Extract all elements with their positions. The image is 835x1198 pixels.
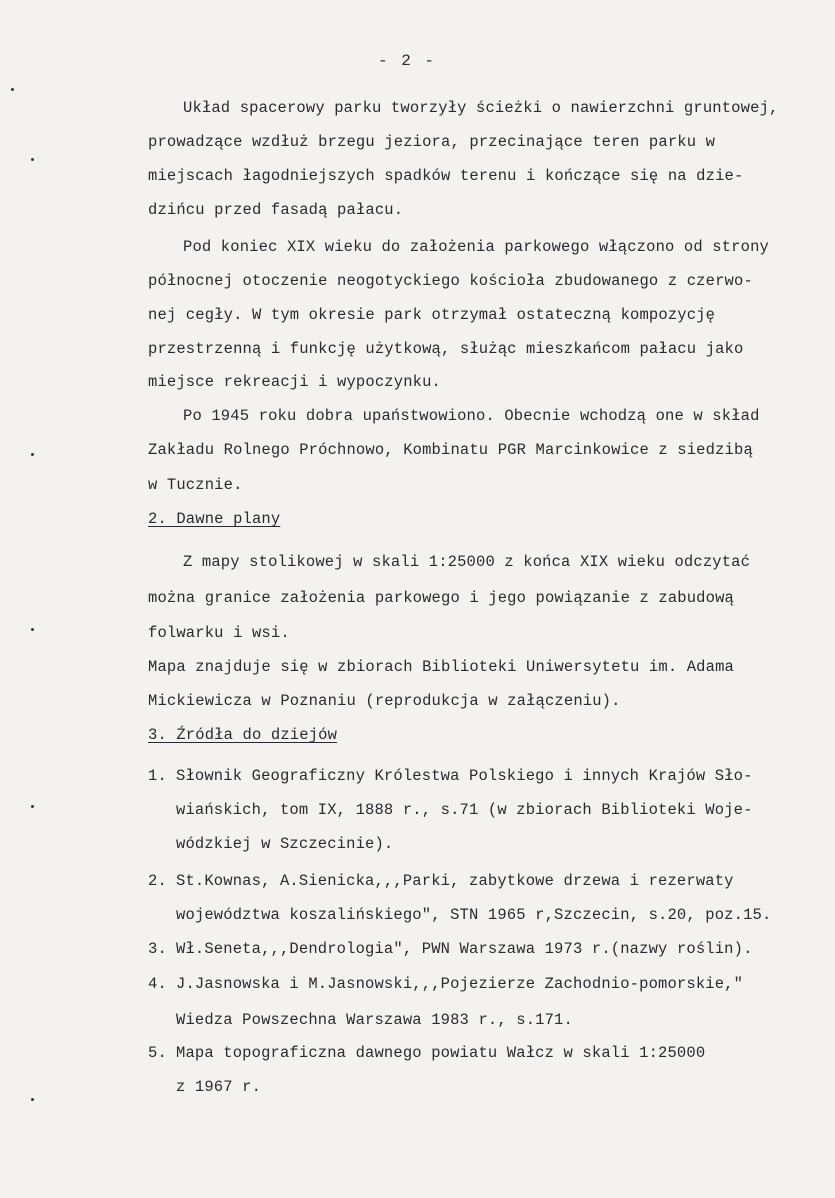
list-item-line: Wł.Seneta,,,Dendrologia", PWN Warszawa 1973 r.(nazwy roślin).: [176, 940, 753, 958]
list-item-line: Słownik Geograficzny Królestwa Polskiego i innych Krajów Sło-: [176, 767, 753, 785]
paragraph-line: prowadzące wzdłuż brzegu jeziora, przecinające teren parku w: [148, 133, 716, 151]
margin-mark: [31, 1098, 34, 1101]
list-item-line: Wiedza Powszechna Warszawa 1983 r., s.171.: [176, 1011, 573, 1029]
list-item-line: St.Kownas, A.Sienicka,,,Parki, zabytkowe drzewa i rezerwaty: [176, 872, 734, 890]
paragraph-line: Po 1945 roku dobra upaństwowiono. Obecnie wchodzą one w skład: [183, 407, 760, 425]
paragraph-line: przestrzenną i funkcję użytkową, służąc mieszkańcom pałacu jako: [148, 340, 744, 358]
list-item-line: wódzkiej w Szczecinie).: [176, 835, 394, 853]
margin-mark: [31, 628, 34, 631]
margin-mark: [31, 805, 34, 808]
paragraph-line: Pod koniec XIX wieku do założenia parkowego włączono od strony: [183, 238, 769, 256]
list-item-number: 1.: [148, 767, 167, 785]
section-heading: 2. Dawne plany: [148, 510, 281, 528]
list-item-number: 2.: [148, 872, 167, 890]
list-item-line: J.Jasnowska i M.Jasnowski,,,Pojezierze Zachodnio-pomorskie,": [176, 975, 744, 993]
paragraph-line: dzińcu przed fasadą pałacu.: [148, 201, 404, 219]
paragraph-line: można granice założenia parkowego i jego powiązanie z zabudową: [148, 589, 734, 607]
paragraph-line: nej cegły. W tym okresie park otrzymał ostateczną kompozycję: [148, 306, 716, 324]
margin-mark: [31, 453, 34, 456]
list-item-line: Mapa topograficzna dawnego powiatu Wałcz w skali 1:25000: [176, 1044, 706, 1062]
paragraph-line: w Tucznie.: [148, 476, 243, 494]
list-item-line: województwa koszalińskiego", STN 1965 r,Szczecin, s.20, poz.15.: [176, 906, 772, 924]
section-heading: 3. Źródła do dziejów: [148, 726, 338, 744]
margin-mark: [11, 88, 14, 91]
paragraph-line: Układ spacerowy parku tworzyły ścieżki o nawierzchni gruntowej,: [183, 99, 779, 117]
paragraph-line: miejsce rekreacji i wypoczynku.: [148, 373, 441, 391]
paragraph-line: Z mapy stolikowej w skali 1:25000 z końca XIX wieku odczytać: [183, 553, 751, 571]
paragraph-line: Mickiewicza w Poznaniu (reprodukcja w załączeniu).: [148, 692, 621, 710]
paragraph-line: folwarku i wsi.: [148, 624, 290, 642]
list-item-number: 5.: [148, 1044, 167, 1062]
list-item-line: z 1967 r.: [176, 1078, 262, 1096]
margin-mark: [31, 158, 34, 161]
page-number: - 2 -: [378, 52, 437, 70]
list-item-line: wiańskich, tom IX, 1888 r., s.71 (w zbiorach Biblioteki Woje-: [176, 801, 753, 819]
paragraph-line: północnej otoczenie neogotyckiego kościoła zbudowanego z czerwo-: [148, 272, 753, 290]
list-item-number: 4.: [148, 975, 167, 993]
paragraph-line: Zakładu Rolnego Próchnowo, Kombinatu PGR Marcinkowice z siedzibą: [148, 441, 753, 459]
paragraph-line: miejscach łagodniejszych spadków terenu i kończące się na dzie-: [148, 167, 744, 185]
list-item-number: 3.: [148, 940, 167, 958]
paragraph-line: Mapa znajduje się w zbiorach Biblioteki Uniwersytetu im. Adama: [148, 658, 734, 676]
